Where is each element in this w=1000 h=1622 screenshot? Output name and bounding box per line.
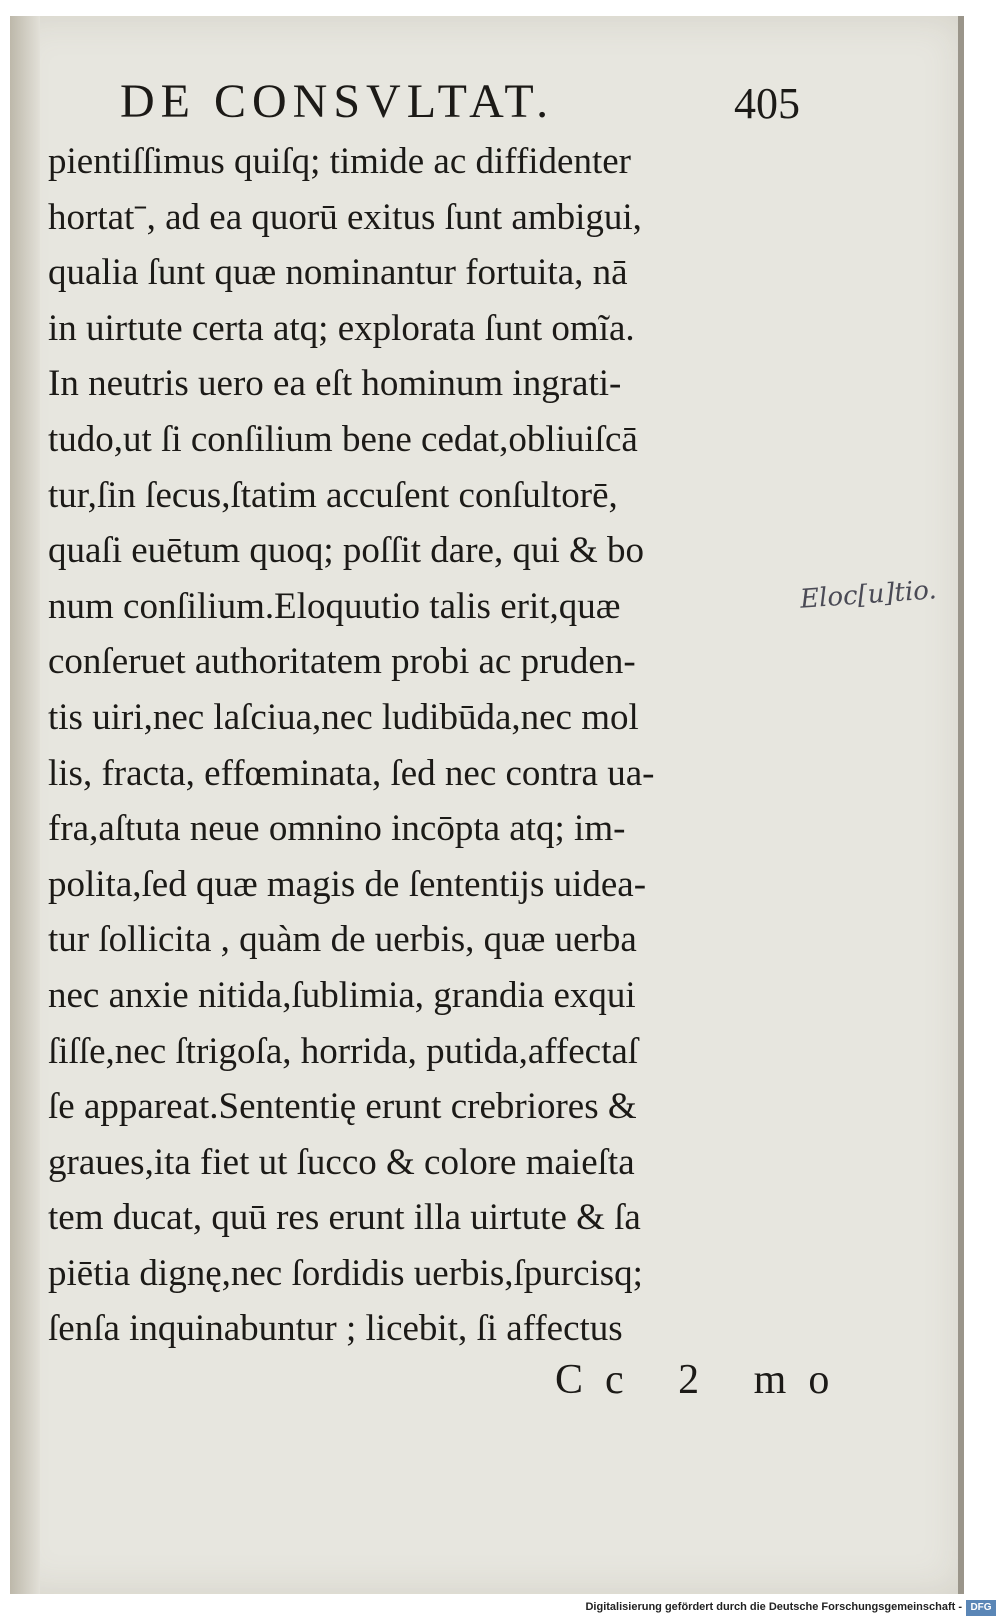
text-line: quaſi euētum quoq; poſſit dare, qui & bo xyxy=(48,530,645,572)
text-line: conſeruet authoritatem probi ac pruden- xyxy=(48,641,636,683)
page-number: 405 xyxy=(734,79,800,128)
footer-credit: Digitalisierung gefördert durch die Deutsche Forschungsgemeinschaft - xyxy=(585,1601,962,1613)
text-line: nec anxie nitida,ſublimia, grandia exqui xyxy=(48,974,636,1016)
handwritten-marginal-note: Eloc[u]tio. xyxy=(799,575,938,615)
text-line: num conſilium.Eloquutio talis erit,quæ xyxy=(48,585,621,627)
text-line: tudo,ut ſi conſilium bene cedat,obliuiſcā xyxy=(48,418,638,460)
text-line: polita,ſed quæ magis de ſententijs uidea- xyxy=(48,863,647,905)
catchword-signature: Cc 2 mo xyxy=(555,1357,852,1403)
text-line: ſiſſe,nec ſtrigoſa, horrida, putida,affectaſ xyxy=(48,1030,639,1072)
text-line: ſenſa inquinabuntur ; licebit, ſi affectus xyxy=(48,1308,623,1350)
digitization-footer xyxy=(0,1596,1000,1622)
running-head: DE CONSVLTAT. xyxy=(120,75,555,128)
text-line: tis uiri,nec laſciua,nec ludibūda,nec mol xyxy=(48,696,639,738)
text-line: pientiſſimus quiſq; timide ac diffidenter xyxy=(48,141,631,182)
text-line: tur,ſin ſecus,ſtatim accuſent conſultorē, xyxy=(48,474,618,516)
text-line: graues,ita fiet ut ſucco & colore maieſta xyxy=(48,1141,635,1183)
text-line: in uirtute certa atq; explorata ſunt omĩa. xyxy=(48,307,635,349)
body-text xyxy=(48,134,808,1357)
page-header xyxy=(120,74,800,134)
text-line: lis, fracta, effœminata, ſed nec contra ua- xyxy=(48,752,655,794)
page-gutter xyxy=(10,16,40,1594)
text-line: fra,aſtuta neue omnino incōpta atq; im- xyxy=(48,808,626,850)
page-edge xyxy=(958,16,964,1594)
dfg-logo-icon: DFG xyxy=(966,1600,996,1616)
text-line: tur ſollicita , quàm de uerbis, quæ uerba xyxy=(48,919,637,961)
text-line: ſe appareat.Sententię erunt crebriores & xyxy=(48,1086,637,1128)
text-line: tem ducat, quū res erunt illa uirtute & ſa xyxy=(48,1197,641,1239)
text-line: qualia ſunt quæ nominantur fortuita, nā xyxy=(48,252,628,294)
text-line: In neutris uero ea eſt hominum ingrati- xyxy=(48,363,622,405)
text-line: hortatˉ, ad ea quorū exitus ſunt ambigui, xyxy=(48,196,642,238)
text-line: piētia dignę,nec ſordidis uerbis,ſpurcisq; xyxy=(48,1252,643,1294)
